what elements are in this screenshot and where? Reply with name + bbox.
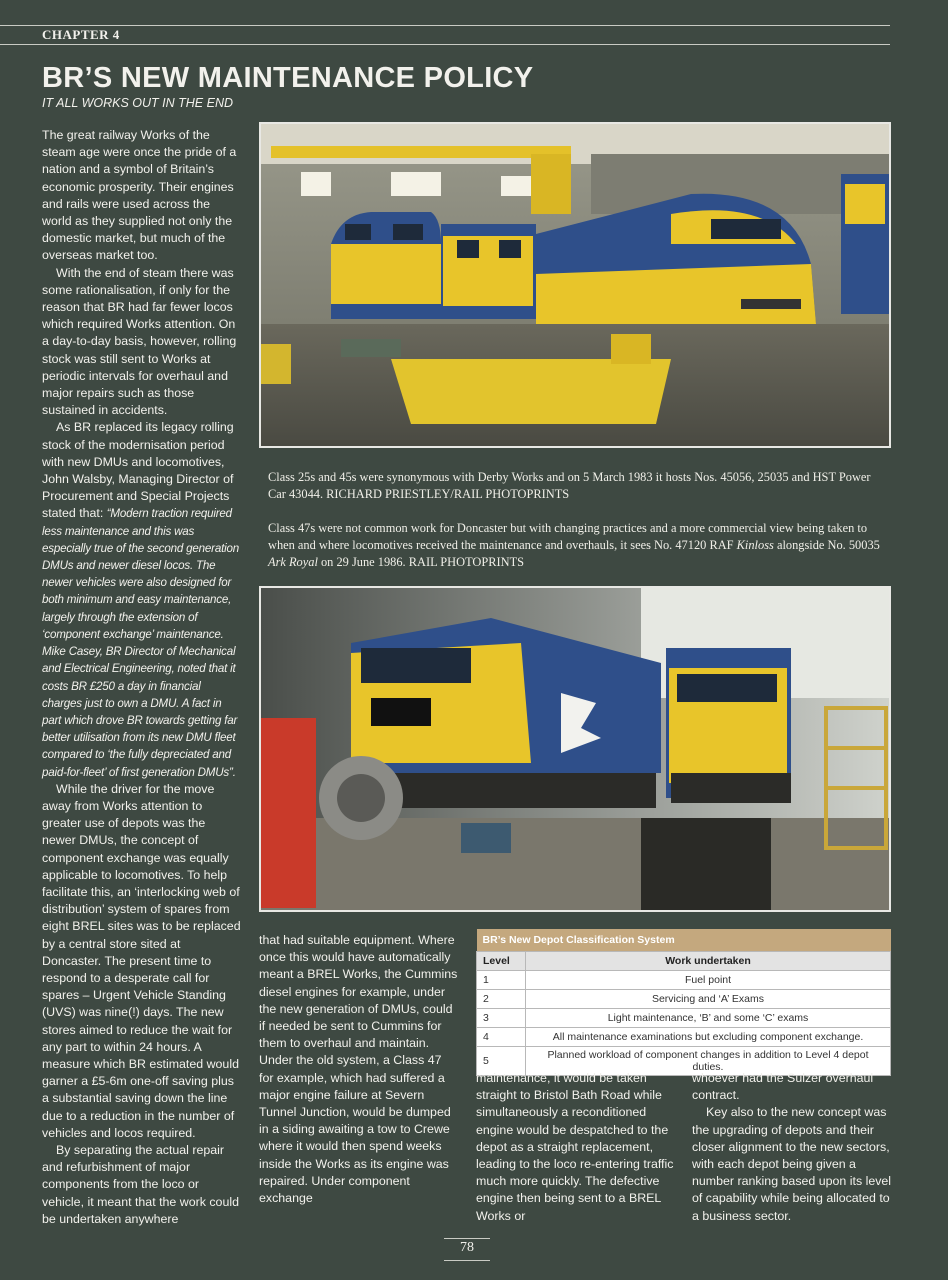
depot-classification-table xyxy=(476,929,891,1076)
table-row xyxy=(477,1028,891,1047)
work-cell: Servicing and ‘A’ Exams xyxy=(526,990,891,1009)
work-cell: Light maintenance, ‘B’ and some ‘C’ exams xyxy=(526,1009,891,1028)
page-title: BR’S NEW MAINTENANCE POLICY xyxy=(42,62,534,94)
paragraph xyxy=(42,419,242,780)
page-number-rule-top xyxy=(444,1238,490,1239)
page-number-rule-bottom xyxy=(444,1260,490,1261)
table-row xyxy=(477,1009,891,1028)
work-cell: Planned workload of component changes in addition to Level 4 depot duties. xyxy=(526,1047,891,1076)
photo-doncaster-works xyxy=(259,586,891,912)
doncaster-works-illustration xyxy=(261,588,889,910)
work-cell: All maintenance examinations but excluding component exchange. xyxy=(526,1028,891,1047)
paragraph: The great railway Works of the steam age were once the pride of a nation and a symbol of Britain’s economic prosperity. Their engines and rails were used across the world as they supplied not only the domestic market, but much of the overseas market too. xyxy=(42,128,237,263)
chapter-label: CHAPTER 4 xyxy=(42,27,120,42)
header-bottom-rule xyxy=(0,44,890,45)
column-header-level: Level xyxy=(477,952,526,971)
page-number: 78 xyxy=(460,1240,474,1255)
caption-derby: Class 25s and 45s were synonymous with Derby Works and on 5 March 1983 it hosts Nos. 45056, 25035 and HST Power Car 43044. RICHARD PRIESTLEY/RAIL PHOTOPRINTS xyxy=(268,470,871,501)
paragraph: By separating the actual repair and refurbishment of major components from the loco or vehicle, it meant that the work could be undertaken anywhere xyxy=(42,1142,239,1226)
caption-text: alongside No. 50035 xyxy=(773,538,880,552)
paragraph: that had suitable equipment. Where once this would have automatically meant a BREL Works, the Cummins diesel engines for example, under the new generation of DMUs, could if needed be sent to Cummins for them to overhaul and maintain. Under the old system, a Class 47 for example, which had suffered a major engine failure at Severn Tunnel Junction, would be dumped in a siding awaiting a tow to Crewe where it would then spend weeks inside the Works as its engine was repaired. Under component exchange xyxy=(259,933,458,1206)
paragraph: With the end of steam there was some rationalisation, if only for the reason that BR had far fewer locos which required Works attention. On a day-to-day basis, however, rolling stock was still sent to Works at periodic intervals for overhaul and major repairs such as those sustained in accidents. xyxy=(42,265,237,418)
body-column-1 xyxy=(42,127,242,1228)
work-cell: Fuel point xyxy=(526,971,891,990)
paragraph: whoever had the Sulzer overhaul contract. xyxy=(692,1071,874,1103)
photo-derby-works xyxy=(259,122,891,448)
caption-doncaster xyxy=(268,520,888,571)
body-column-3 xyxy=(476,1070,680,1225)
body-column-2 xyxy=(259,932,459,1207)
level-cell: 1 xyxy=(477,971,526,990)
derby-works-illustration xyxy=(261,124,889,446)
paragraph-text: As BR replaced its legacy rolling stock of the modernisation period with new DMUs and locomotives, John Walsby, Managing Director of Procurement and Special Projects stated that: xyxy=(42,420,234,521)
level-cell: 3 xyxy=(477,1009,526,1028)
caption-text: on 29 June 1986. RAIL PHOTOPRINTS xyxy=(317,555,525,569)
photo-captions xyxy=(268,469,888,571)
level-cell: 4 xyxy=(477,1028,526,1047)
table-row xyxy=(477,971,891,990)
paragraph: maintenance, it would be taken straight to Bristol Bath Road while simultaneously a reconditioned engine would be despatched to the depot as a straight replacement, leading to the loco re-entering traffic much more quickly. The defective engine then being sent to a BREL Works or xyxy=(476,1071,674,1223)
body-column-4 xyxy=(692,1070,892,1225)
quote-text: “Modern traction required less maintenance and this was especially true of the second generation DMUs and newer diesel locos. The newer vehicles were also designed for both minimum and easy maintenance, largely through the extension of ‘component exchange’ maintenance. Mike Casey, BR Director of Mechanical and Electrical Engineering, noted that it costs BR £250 a day in financial charges just to own a DMU. A fact in part which drove BR towards getting far better utilisation from its new DMU fleet compared to ‘the fully depreciated and paid-for-fleet’ of first generation DMUs”. xyxy=(42,507,239,779)
level-cell: 5 xyxy=(477,1047,526,1076)
page-subtitle: IT ALL WORKS OUT IN THE END xyxy=(42,96,233,110)
loco-name-kinloss: Kinloss xyxy=(736,538,774,552)
paragraph: While the driver for the move away from Works attention to greater use of depots was the newer DMUs, the concept of component exchange was equally applicable to locomotives. To help facilitate this, an ‘interlocking web of distribution’ system of spares from eight BREL sites was to be replaced by a central store sited at Doncaster. The present time to respond to a desperate call for spares – Urgent Vehicle Standing (UVS) was nine(!) days. The new stores aimed to reduce the wait for any part to within 24 hours. A measure which BR estimated would garner a £5-6m one-off saving plus a substantial saving down the line due to a reduction in the number of vehicles and locos required. xyxy=(42,781,241,1140)
header-top-rule xyxy=(0,25,890,26)
level-cell: 2 xyxy=(477,990,526,1009)
table-row xyxy=(477,990,891,1009)
paragraph: Key also to the new concept was the upgrading of depots and their closer alignment to the new sectors, with each depot being given a number ranking based upon its level of capability while being allocated to a business sector. xyxy=(692,1105,892,1223)
table-title: BR’s New Depot Classification System xyxy=(477,929,891,952)
caption-text: Class 47s were not common work for Doncaster but with changing practices and a more commercial view being taken to when and where locomotives received the maintenance and overhauls, it sees No. 47120 RAF xyxy=(268,521,868,552)
column-header-work: Work undertaken xyxy=(526,952,891,971)
loco-name-ark-royal: Ark Royal xyxy=(268,555,318,569)
